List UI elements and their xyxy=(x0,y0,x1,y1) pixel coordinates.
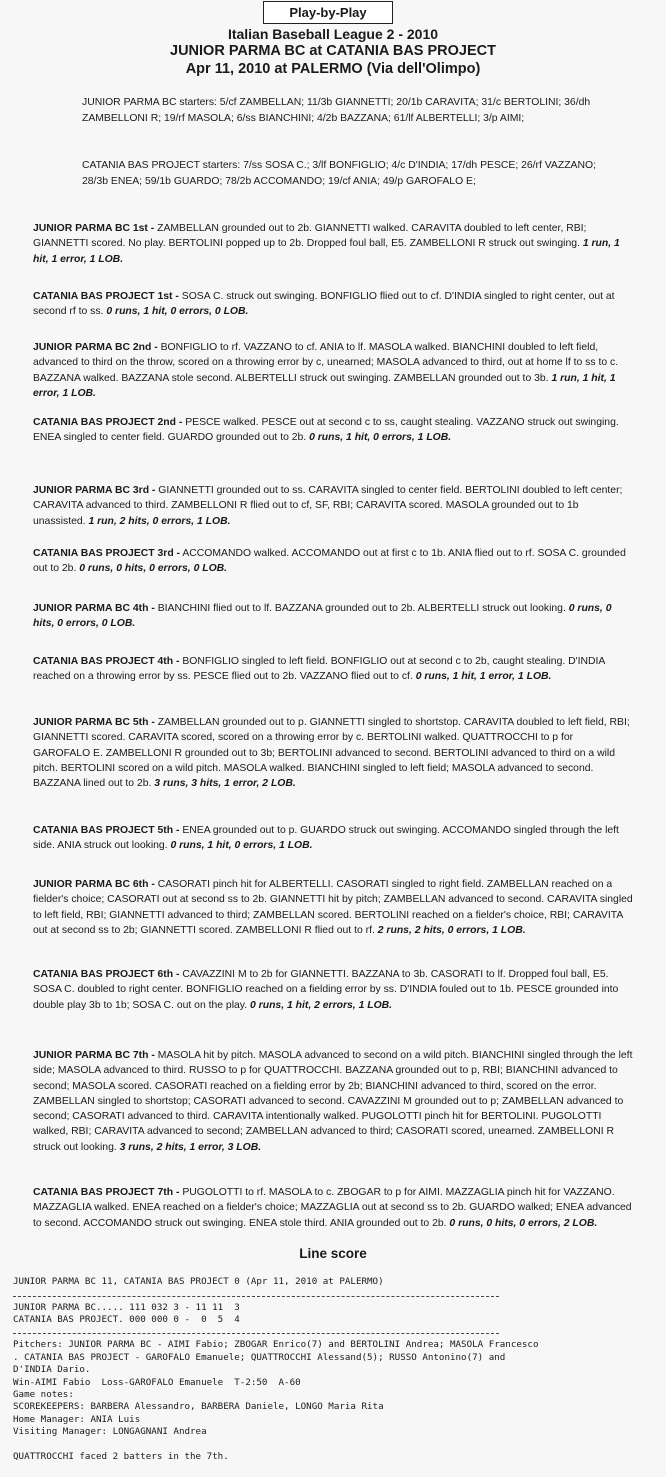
inning-plays: ZAMBELLAN grounded out to 2b. GIANNETTI walked. CARAVITA doubled to left center, RBI; GIANNETTI scored. No play. BERTOLINI popped up to 2b. Dropped foul ball, E5. ZAMBELLONI R struck out swinging. xyxy=(33,223,587,250)
inning-summary: 3 runs, 3 hits, 1 error, 2 LOB. xyxy=(154,778,296,790)
inning-block xyxy=(33,1185,633,1231)
matchup-title: JUNIOR PARMA BC at CATANIA BAS PROJECT xyxy=(170,43,496,59)
inning-team: JUNIOR PARMA BC 6th - xyxy=(33,879,155,890)
date-location: Apr 11, 2010 at PALERMO (Via dell'Olimpo) xyxy=(185,61,481,77)
home-line-score: CATANIA BAS PROJECT. 000 000 0 - 0 5 4 xyxy=(13,1314,240,1325)
inning-summary: 0 runs, 0 hits, 0 errors, 0 LOB. xyxy=(33,603,612,630)
inning-team: CATANIA BAS PROJECT 1st - xyxy=(33,291,179,302)
inning-block xyxy=(33,654,633,685)
pitchers-line-2: . CATANIA BAS PROJECT - GAROFALO Emanuele; QUATTROCCHI Alessand(5); RUSSO Antonino(7) and xyxy=(13,1352,506,1363)
inning-summary: 1 run, 2 hits, 0 errors, 1 LOB. xyxy=(88,515,231,527)
inning-plays: ENEA grounded out to p. GUARDO struck out swinging. ACCOMANDO singled through the left side. ANIA struck out looking. xyxy=(33,825,619,852)
inning-block xyxy=(33,823,633,854)
inning-plays: ZAMBELLAN grounded out to p. GIANNETTI singled to shortstop. CARAVITA doubled to left field, RBI; GIANNETTI scored. CARAVITA scored, scored on a throwing error by c. BERTOLINI walked. QUATTROCCHI to p for GAROFALO E. ZAMBELLONI R grounded out to 3b; BERTOLINI advanced to second. BERTOLINI advanced to third on a wild pitch. BERTOLINI scored on a wild pitch. MASOLA walked. BIANCHINI singled to left field; MASOLA advanced to second. BAZZANA lined out to 2b. xyxy=(33,717,630,790)
inning-plays: ACCOMANDO walked. ACCOMANDO out at first c to 1b. ANIA flied out to rf. SOSA C. grounded out to 2b. xyxy=(33,548,626,575)
inning-summary: 0 runs, 1 hit, 2 errors, 1 LOB. xyxy=(250,999,393,1011)
inning-block xyxy=(33,877,633,938)
scorekeepers-line: SCOREKEEPERS: BARBERA Alessandro, BARBERA Daniele, LONGO Maria Rita xyxy=(13,1401,384,1412)
inning-team: JUNIOR PARMA BC 4th - xyxy=(33,603,155,614)
line-score-title: Line score xyxy=(299,1246,367,1261)
divider xyxy=(13,1296,499,1297)
inning-block xyxy=(33,289,633,320)
inning-summary: 0 runs, 0 hits, 0 errors, 0 LOB. xyxy=(79,563,228,575)
final-score-line: JUNIOR PARMA BC 11, CATANIA BAS PROJECT 0 (Apr 11, 2010 at PALERMO) xyxy=(13,1276,384,1287)
inning-plays: GIANNETTI grounded out to ss. CARAVITA singled to center field. BERTOLINI doubled to left center; CARAVITA advanced to third. ZAMBELLONI R flied out to cf, SF, RBI; CARAVITA scored. MASOLA grounded out to 1b unassisted. xyxy=(33,485,623,527)
inning-block xyxy=(33,221,633,267)
inning-team: JUNIOR PARMA BC 7th - xyxy=(33,1050,155,1061)
inning-plays: PESCE walked. PESCE out at second c to ss, caught stealing. VAZZANO struck out swinging. ENEA singled to center field. GUARDO grounded out to 2b. xyxy=(33,417,619,444)
inning-plays: MASOLA hit by pitch. MASOLA advanced to second on a wild pitch. BIANCHINI singled through the left side; MASOLA advanced to third. RUSSO to p for QUATTROCCHI. BAZZANA grounded out to p, RBI; BIANCHINI advanced to second; MASOLA scored. CASORATI reached on a fielding error by 2b; BIANCHINI advanced to third, scored on the error. ZAMBELLAN singled to shortstop; CASORATI advanced to second. CAVAZZINI M grounded out to p; ZAMBELLAN advanced to second; CASORATI advanced to third. CARAVITA intentionally walked. PUGOLOTTI pinch hit for BERTOLINI. PUGOLOTTI walked, RBI; CARAVITA advanced to second; ZAMBELLAN advanced to third; CASORATI scored, unearned. ZAMBELLONI R struck out looking. xyxy=(33,1050,633,1153)
inning-team: JUNIOR PARMA BC 3rd - xyxy=(33,485,156,496)
inning-team: CATANIA BAS PROJECT 5th - xyxy=(33,825,180,836)
inning-plays: SOSA C. struck out swinging. BONFIGLIO flied out to cf. D'INDIA singled to right center, out at second rf to ss. xyxy=(33,291,615,318)
inning-plays: BONFIGLIO to rf. VAZZANO to cf. ANIA to lf. MASOLA walked. BIANCHINI doubled to left field, advanced to third on the throw, scored on a throwing error by c, unearned; MASOLA advanced to third, out at home lf to ss to c. BAZZANA walked. BAZZANA stole second. ALBERTELLI struck out swinging. ZAMBELLAN grounded out to 3b. xyxy=(33,342,619,384)
inning-team: JUNIOR PARMA BC 1st - xyxy=(33,223,155,234)
inning-summary: 0 runs, 1 hit, 0 errors, 1 LOB. xyxy=(309,432,452,444)
inning-block xyxy=(33,340,633,401)
inning-team: JUNIOR PARMA BC 2nd - xyxy=(33,342,158,353)
inning-summary: 0 runs, 1 hit, 0 errors, 0 LOB. xyxy=(106,306,249,318)
divider xyxy=(13,1333,499,1334)
decision-line: Win-AIMI Fabio Loss-GAROFALO Emanuele T-2:50 A-60 xyxy=(13,1377,301,1388)
inning-summary: 1 run, 1 hit, 1 error, 1 LOB. xyxy=(33,372,616,399)
inning-block xyxy=(33,415,633,446)
inning-summary: 0 runs, 1 hit, 0 errors, 1 LOB. xyxy=(170,840,313,852)
inning-block xyxy=(33,601,633,632)
inning-plays: CAVAZZINI M to 2b for GIANNETTI. BAZZANA to 3b. CASORATI to lf. Dropped foul ball, E5. SOSA C. doubled to right center. BONFIGLIO reached on a fielding error by ss. D'INDIA fouled out to 1b. PESCE grounded into double play 3b to 1b; SOSA C. out on the play. xyxy=(33,969,619,1011)
inning-block xyxy=(33,715,633,791)
visitor-line-score: JUNIOR PARMA BC..... 111 032 3 - 11 11 3 xyxy=(13,1302,240,1313)
inning-team: CATANIA BAS PROJECT 7th - xyxy=(33,1187,180,1198)
inning-block xyxy=(33,967,633,1013)
inning-block xyxy=(33,546,633,577)
pitching-note: QUATTROCCHI faced 2 batters in the 7th. xyxy=(13,1451,229,1462)
league-title: Italian Baseball League 2 - 2010 xyxy=(227,26,439,42)
inning-plays: CASORATI pinch hit for ALBERTELLI. CASORATI singled to right field. ZAMBELLAN reached on a fielder's choice; CASORATI out at second ss to 2b. GIANNETTI hit by pitch; ZAMBELLAN advanced to second. CARAVITA singled to left field, RBI; GIANNETTI advanced to third; ZAMBELLAN scored. BERTOLINI reached on a fielder's choice, RBI; CARAVITA out at second ss to 2b; GIANNETTI scored. ZAMBELLONI R flied out to rf. xyxy=(33,879,633,936)
pitchers-line-3: D'INDIA Dario. xyxy=(13,1364,91,1375)
inning-summary: 1 run, 1 hit, 1 error, 1 LOB. xyxy=(33,238,620,265)
game-notes-label: Game notes: xyxy=(13,1389,74,1400)
inning-summary: 0 runs, 1 hit, 1 error, 1 LOB. xyxy=(415,671,552,683)
inning-block xyxy=(33,483,633,529)
inning-summary: 0 runs, 0 hits, 0 errors, 2 LOB. xyxy=(449,1217,598,1229)
inning-plays: PUGOLOTTI to rf. MASOLA to c. ZBOGAR to p for AIMI. MAZZAGLIA pinch hit for VAZZANO. MAZZAGLIA walked. ENEA reached on a fielder's choice; MAZZAGLIA out at second ss to 2b. GUARDO walked; ENEA advanced to second. ACCOMANDO struck out swinging. ENEA stole third. ANIA grounded out to 2b. xyxy=(33,1187,632,1229)
inning-team: JUNIOR PARMA BC 5th - xyxy=(33,717,155,728)
inning-summary: 3 runs, 2 hits, 1 error, 3 LOB. xyxy=(119,1141,262,1153)
inning-plays: BIANCHINI flied out to lf. BAZZANA grounded out to 2b. ALBERTELLI struck out looking. xyxy=(157,603,566,614)
pitchers-line-1: Pitchers: JUNIOR PARMA BC - AIMI Fabio; ZBOGAR Enrico(7) and BERTOLINI Andrea; MASOLA Francesco xyxy=(13,1339,539,1350)
visiting-manager-line: Visiting Manager: LONGAGNANI Andrea xyxy=(13,1426,207,1437)
page-tab-label: Play-by-Play xyxy=(263,1,393,24)
inning-summary: 2 runs, 2 hits, 0 errors, 1 LOB. xyxy=(377,924,526,936)
inning-team: CATANIA BAS PROJECT 6th - xyxy=(33,969,180,980)
inning-team: CATANIA BAS PROJECT 4th - xyxy=(33,656,180,667)
inning-team: CATANIA BAS PROJECT 3rd - xyxy=(33,548,181,559)
visitor-starters: JUNIOR PARMA BC starters: 5/cf ZAMBELLAN; 11/3b GIANNETTI; 20/1b CARAVITA; 31/c BERTOLINI; 36/dh ZAMBELLONI R; 19/rf MASOLA; 6/ss BIANCHINI; 4/2b BAZZANA; 61/lf ALBERTELLI; 3/p AIMI; xyxy=(82,97,591,124)
home-starters: CATANIA BAS PROJECT starters: 7/ss SOSA C.; 3/lf BONFIGLIO; 4/c D'INDIA; 17/dh PESCE; 26/rf VAZZANO; 28/3b ENEA; 59/1b GUARDO; 78/2b ACCOMANDO; 19/cf ANIA; 49/p GAROFALO E; xyxy=(82,160,596,187)
inning-plays: BONFIGLIO singled to left field. BONFIGLIO out at second c to 2b, caught stealing. D'INDIA reached on a throwing error by ss. PESCE flied out to 2b. VAZZANO flied out to cf. xyxy=(33,656,605,683)
inning-team: CATANIA BAS PROJECT 2nd - xyxy=(33,417,183,428)
home-manager-line: Home Manager: ANIA Luis xyxy=(13,1414,141,1425)
inning-block xyxy=(33,1048,633,1155)
